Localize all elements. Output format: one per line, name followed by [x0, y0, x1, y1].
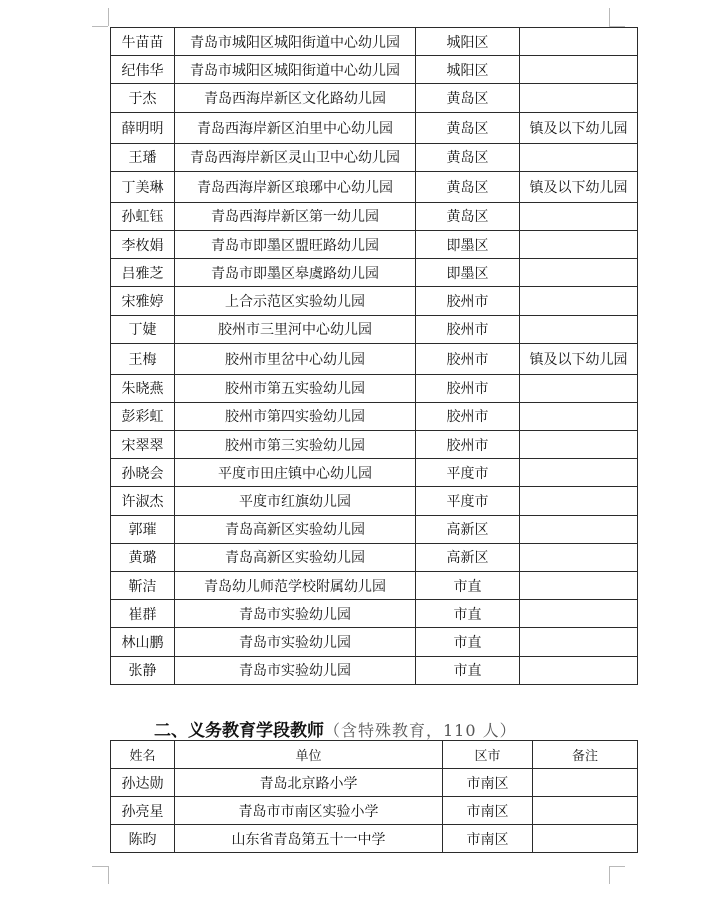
remark-cell: [533, 825, 638, 853]
remark-cell: [520, 230, 638, 258]
district-cell: 市直: [416, 572, 520, 600]
teacher-name-cell: 薛明明: [111, 112, 175, 143]
remark-cell: [520, 374, 638, 402]
school-unit-cell: 平度市红旗幼儿园: [175, 487, 416, 515]
table-row: [111, 515, 638, 543]
teacher-name-cell: 孙虹钰: [111, 202, 175, 230]
teacher-name-cell: 李枚娟: [111, 230, 175, 258]
teacher-name-cell: 吕雅芝: [111, 259, 175, 287]
remark-cell: [520, 572, 638, 600]
school-unit-cell: 青岛市即墨区盟旺路幼儿园: [175, 230, 416, 258]
remark-cell: [520, 56, 638, 84]
school-unit-cell: 青岛西海岸新区泊里中心幼儿园: [175, 112, 416, 143]
teacher-name-cell: 宋翠翠: [111, 431, 175, 459]
teacher-name-cell: 孙达勋: [111, 769, 175, 797]
teacher-name-cell: 孙亮星: [111, 797, 175, 825]
district-cell: 高新区: [416, 543, 520, 571]
teacher-name-cell: 于杰: [111, 84, 175, 112]
table-row: [111, 143, 638, 171]
compulsory-education-teacher-table-body: [111, 769, 638, 853]
school-unit-cell: 胶州市三里河中心幼儿园: [175, 315, 416, 343]
school-unit-cell: 青岛幼儿师范学校附属幼儿园: [175, 572, 416, 600]
table-row: [111, 487, 638, 515]
school-unit-cell: 胶州市第五实验幼儿园: [175, 374, 416, 402]
district-cell: 黄岛区: [416, 202, 520, 230]
district-cell: 市直: [416, 628, 520, 656]
district-cell: 黄岛区: [416, 84, 520, 112]
district-cell: 平度市: [416, 487, 520, 515]
remark-cell: [520, 628, 638, 656]
header-remark: 备注: [533, 741, 638, 769]
remark-cell: [533, 797, 638, 825]
school-unit-cell: 青岛市城阳区城阳街道中心幼儿园: [175, 56, 416, 84]
remark-cell: [533, 769, 638, 797]
table-row: [111, 825, 638, 853]
kindergarten-teacher-table-body: [111, 28, 638, 685]
teacher-name-cell: 王璠: [111, 143, 175, 171]
teacher-name-cell: 黄璐: [111, 543, 175, 571]
school-unit-cell: 青岛高新区实验幼儿园: [175, 515, 416, 543]
teacher-name-cell: 牛苗苗: [111, 28, 175, 56]
teacher-name-cell: 许淑杰: [111, 487, 175, 515]
school-unit-cell: 山东省青岛第五十一中学: [175, 825, 443, 853]
school-unit-cell: 胶州市里岔中心幼儿园: [175, 343, 416, 374]
remark-cell: [520, 84, 638, 112]
compulsory-education-teacher-table: [110, 740, 638, 853]
district-cell: 黄岛区: [416, 112, 520, 143]
school-unit-cell: 青岛市城阳区城阳街道中心幼儿园: [175, 28, 416, 56]
teacher-name-cell: 崔群: [111, 600, 175, 628]
school-unit-cell: 青岛西海岸新区灵山卫中心幼儿园: [175, 143, 416, 171]
remark-cell: [520, 600, 638, 628]
teacher-name-cell: 陈昀: [111, 825, 175, 853]
teacher-name-cell: 丁美琳: [111, 171, 175, 202]
district-cell: 市南区: [443, 825, 533, 853]
school-unit-cell: 胶州市第四实验幼儿园: [175, 402, 416, 430]
kindergarten-teacher-table: [110, 27, 638, 685]
table-row: [111, 112, 638, 143]
table-row: [111, 797, 638, 825]
header-unit: 单位: [175, 741, 443, 769]
school-unit-cell: 胶州市第三实验幼儿园: [175, 431, 416, 459]
table-row: [111, 431, 638, 459]
district-cell: 胶州市: [416, 431, 520, 459]
table-row: [111, 230, 638, 258]
district-cell: 市南区: [443, 769, 533, 797]
school-unit-cell: 青岛市实验幼儿园: [175, 656, 416, 684]
table-row: [111, 171, 638, 202]
school-unit-cell: 青岛西海岸新区文化路幼儿园: [175, 84, 416, 112]
teacher-name-cell: 王梅: [111, 343, 175, 374]
teacher-name-cell: 靳洁: [111, 572, 175, 600]
table-row: [111, 572, 638, 600]
teacher-name-cell: 宋雅婷: [111, 287, 175, 315]
district-cell: 即墨区: [416, 230, 520, 258]
table-row: [111, 287, 638, 315]
section-2-heading: [154, 716, 517, 741]
school-unit-cell: 青岛市市南区实验小学: [175, 797, 443, 825]
table-row: [111, 28, 638, 56]
table-row: [111, 202, 638, 230]
school-unit-cell: 青岛市实验幼儿园: [175, 600, 416, 628]
remark-cell: [520, 259, 638, 287]
table-row: [111, 628, 638, 656]
table-row: [111, 84, 638, 112]
district-cell: 市南区: [443, 797, 533, 825]
teacher-name-cell: 郭璀: [111, 515, 175, 543]
header-name: 姓名: [111, 741, 175, 769]
remark-cell: [520, 487, 638, 515]
district-cell: 黄岛区: [416, 171, 520, 202]
district-cell: 高新区: [416, 515, 520, 543]
table-row: [111, 543, 638, 571]
table-row: [111, 259, 638, 287]
remark-cell: [520, 543, 638, 571]
table-row: [111, 402, 638, 430]
table-row: [111, 56, 638, 84]
school-unit-cell: 青岛西海岸新区琅琊中心幼儿园: [175, 171, 416, 202]
table-row: [111, 315, 638, 343]
section-2-subtitle: （含特殊教育，110 人）: [324, 721, 517, 740]
table-header-row: [111, 741, 638, 769]
teacher-name-cell: 朱晓燕: [111, 374, 175, 402]
school-unit-cell: 平度市田庄镇中心幼儿园: [175, 459, 416, 487]
district-cell: 市直: [416, 600, 520, 628]
teacher-name-cell: 丁婕: [111, 315, 175, 343]
district-cell: 胶州市: [416, 287, 520, 315]
table-row: [111, 656, 638, 684]
remark-cell: [520, 431, 638, 459]
district-cell: 胶州市: [416, 343, 520, 374]
district-cell: 市直: [416, 656, 520, 684]
remark-cell: [520, 515, 638, 543]
teacher-name-cell: 彭彩虹: [111, 402, 175, 430]
remark-cell: 镇及以下幼儿园: [520, 343, 638, 374]
table-row: [111, 459, 638, 487]
district-cell: 胶州市: [416, 402, 520, 430]
table-row: [111, 600, 638, 628]
remark-cell: 镇及以下幼儿园: [520, 171, 638, 202]
district-cell: 即墨区: [416, 259, 520, 287]
school-unit-cell: 青岛西海岸新区第一幼儿园: [175, 202, 416, 230]
teacher-name-cell: 张静: [111, 656, 175, 684]
teacher-name-cell: 纪伟华: [111, 56, 175, 84]
remark-cell: [520, 287, 638, 315]
remark-cell: [520, 656, 638, 684]
remark-cell: [520, 459, 638, 487]
remark-cell: [520, 143, 638, 171]
school-unit-cell: 青岛市即墨区皋虞路幼儿园: [175, 259, 416, 287]
teacher-name-cell: 林山鹏: [111, 628, 175, 656]
table-row: [111, 343, 638, 374]
district-cell: 城阳区: [416, 28, 520, 56]
table-row: [111, 769, 638, 797]
remark-cell: [520, 28, 638, 56]
remark-cell: [520, 402, 638, 430]
header-district: 区市: [443, 741, 533, 769]
school-unit-cell: 青岛北京路小学: [175, 769, 443, 797]
table-row: [111, 374, 638, 402]
remark-cell: [520, 202, 638, 230]
section-2-title: 二、义务教育学段教师: [154, 721, 324, 741]
remark-cell: [520, 315, 638, 343]
district-cell: 城阳区: [416, 56, 520, 84]
remark-cell: 镇及以下幼儿园: [520, 112, 638, 143]
district-cell: 黄岛区: [416, 143, 520, 171]
teacher-name-cell: 孙晓会: [111, 459, 175, 487]
school-unit-cell: 上合示范区实验幼儿园: [175, 287, 416, 315]
district-cell: 胶州市: [416, 374, 520, 402]
school-unit-cell: 青岛高新区实验幼儿园: [175, 543, 416, 571]
school-unit-cell: 青岛市实验幼儿园: [175, 628, 416, 656]
district-cell: 平度市: [416, 459, 520, 487]
district-cell: 胶州市: [416, 315, 520, 343]
